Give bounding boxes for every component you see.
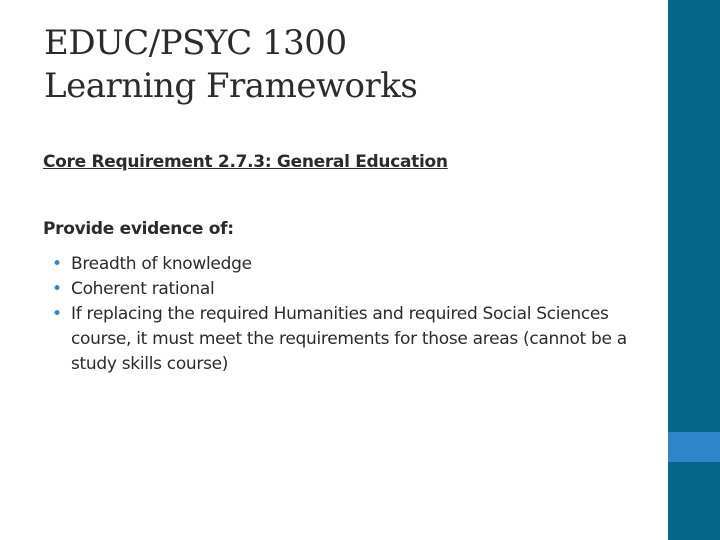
title-line-2: Learning Frameworks xyxy=(44,66,418,106)
bullet-text: Breadth of knowledge xyxy=(71,254,252,274)
evidence-heading: Provide evidence of: xyxy=(43,219,234,239)
list-item xyxy=(52,277,652,302)
bullet-text: Coherent rational xyxy=(71,279,215,299)
core-requirement-heading: Core Requirement 2.7.3: General Education xyxy=(43,152,448,172)
list-item xyxy=(52,302,652,377)
bullet-text: If replacing the required Humanities and required Social Sciences course, it must meet the requirements for those areas (cannot be a study skills course) xyxy=(71,304,627,374)
slide-title xyxy=(44,22,644,108)
title-line-1: EDUC/PSYC 1300 xyxy=(44,23,347,63)
bullet-dot-icon: • xyxy=(52,304,62,324)
side-band-top xyxy=(668,0,720,432)
side-band-bottom xyxy=(668,462,720,540)
list-item xyxy=(52,252,652,277)
bullet-dot-icon: • xyxy=(52,279,62,299)
bullet-dot-icon: • xyxy=(52,254,62,274)
bullet-list xyxy=(52,252,652,377)
side-band-accent xyxy=(668,432,720,462)
